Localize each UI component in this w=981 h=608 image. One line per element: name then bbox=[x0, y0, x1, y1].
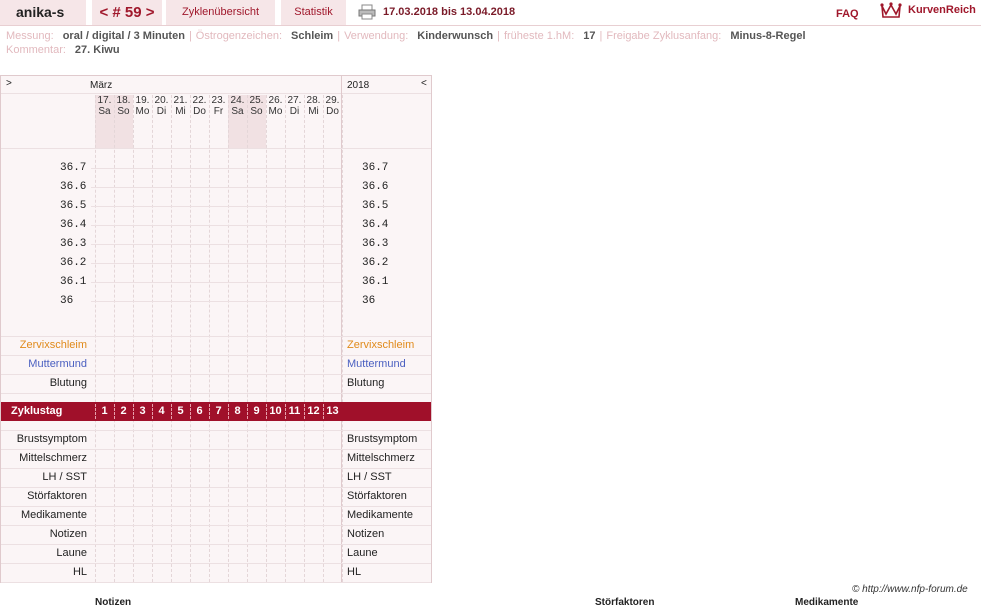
zervix-label-right: Zervixschleim bbox=[347, 339, 415, 351]
temp-label-left: 36.1 bbox=[60, 276, 87, 288]
cycle-day-number[interactable]: 8 bbox=[234, 405, 241, 417]
grid-line bbox=[1, 393, 431, 394]
cycle-day-separator bbox=[304, 404, 305, 419]
cycle-day-number[interactable]: 9 bbox=[253, 405, 260, 417]
grid-line bbox=[1, 544, 431, 545]
cycle-day-separator bbox=[114, 404, 115, 419]
kommentar-value: 27. Kiwu bbox=[74, 44, 120, 56]
day-header[interactable] bbox=[114, 95, 133, 148]
cycle-day-separator bbox=[171, 404, 172, 419]
day-header[interactable] bbox=[190, 95, 209, 148]
day-date: 29. bbox=[325, 95, 340, 106]
day-weekday: So bbox=[117, 106, 130, 117]
muttermund-label-right: Muttermund bbox=[347, 358, 406, 370]
cycle-day-separator bbox=[247, 404, 248, 419]
bottom-stoerfaktoren-heading: Störfaktoren bbox=[595, 597, 655, 608]
day-weekday: Sa bbox=[98, 106, 111, 117]
day-weekday: So bbox=[250, 106, 263, 117]
temp-label-right: 36.6 bbox=[362, 181, 389, 193]
top-bar bbox=[0, 0, 981, 26]
zyklustag-label: Zyklustag bbox=[11, 405, 63, 417]
symptom-label-left: Laune bbox=[56, 547, 87, 559]
symptom-label-right: Laune bbox=[347, 547, 378, 559]
temp-grid-line bbox=[91, 187, 341, 188]
cycle-day-separator bbox=[209, 404, 210, 419]
crown-logo-icon[interactable] bbox=[880, 2, 902, 20]
separator: | bbox=[497, 30, 500, 42]
day-weekday: Sa bbox=[231, 106, 244, 117]
temp-grid-line bbox=[91, 244, 341, 245]
cycle-day-separator bbox=[285, 404, 286, 419]
grid-line bbox=[1, 148, 431, 149]
symptom-label-right: Notizen bbox=[347, 528, 385, 540]
grid-line bbox=[1, 336, 431, 337]
logo-text[interactable]: KurvenReich bbox=[908, 4, 976, 16]
day-date: 24. bbox=[230, 95, 245, 106]
hm-label: früheste 1.hM: bbox=[503, 30, 575, 42]
cycle-day-separator bbox=[152, 404, 153, 419]
grid-line bbox=[1, 487, 431, 488]
day-weekday: Di bbox=[289, 106, 300, 117]
printer-icon[interactable] bbox=[358, 4, 376, 20]
day-weekday: Mo bbox=[268, 106, 283, 117]
month-label: März bbox=[90, 80, 113, 91]
cycle-day-number[interactable]: 3 bbox=[139, 405, 146, 417]
kommentar-label: Kommentar: bbox=[6, 44, 66, 56]
symptom-label-right: Brustsymptom bbox=[347, 433, 418, 445]
temp-grid-line bbox=[91, 263, 341, 264]
symptom-label-left: HL bbox=[72, 566, 87, 578]
cycle-day-number[interactable]: 10 bbox=[269, 405, 282, 417]
info-row-2 bbox=[6, 44, 120, 56]
symptom-label-right: Mittelschmerz bbox=[347, 452, 415, 464]
day-date: 18. bbox=[116, 95, 131, 106]
nav-right-button[interactable]: < bbox=[421, 78, 427, 89]
freigabe-value: Minus-8-Regel bbox=[730, 30, 806, 42]
separator: | bbox=[337, 30, 341, 42]
symptom-label-right: Medikamente bbox=[347, 509, 414, 521]
temp-grid-line bbox=[91, 206, 341, 207]
day-weekday: Fr bbox=[213, 106, 224, 117]
grid-line bbox=[1, 525, 431, 526]
freigabe-label: Freigabe Zyklusanfang: bbox=[606, 30, 722, 42]
oestrogen-value: Schleim bbox=[291, 30, 334, 42]
symptom-label-left: Brustsymptom bbox=[16, 433, 87, 445]
cycle-day-separator bbox=[95, 404, 96, 419]
cycle-day-number[interactable]: 1 bbox=[101, 405, 108, 417]
grid-line bbox=[1, 374, 431, 375]
day-header[interactable] bbox=[247, 95, 266, 148]
info-row-1 bbox=[6, 30, 806, 42]
bottom-medikamente-heading: Medikamente bbox=[795, 597, 859, 608]
temp-label-right: 36.1 bbox=[362, 276, 389, 288]
day-header[interactable] bbox=[152, 95, 171, 148]
oestrogen-label: Östrogenzeichen: bbox=[195, 30, 283, 42]
day-date: 28. bbox=[306, 95, 321, 106]
day-header[interactable] bbox=[133, 95, 152, 148]
temp-grid-line bbox=[91, 301, 341, 302]
cycle-day-number[interactable]: 13 bbox=[326, 405, 339, 417]
messung-label: Messung: bbox=[6, 30, 54, 42]
separator: | bbox=[599, 30, 603, 42]
day-date: 23. bbox=[211, 95, 226, 106]
symptom-label-left: Medikamente bbox=[20, 509, 87, 521]
faq-link[interactable]: FAQ bbox=[836, 8, 859, 20]
day-date: 20. bbox=[154, 95, 169, 106]
blutung-label-right: Blutung bbox=[347, 377, 385, 389]
day-header[interactable] bbox=[171, 95, 190, 148]
temp-label-right: 36 bbox=[362, 295, 376, 307]
symptom-label-left: Mittelschmerz bbox=[19, 452, 87, 464]
cycle-day-separator bbox=[190, 404, 191, 419]
temp-label-left: 36.5 bbox=[60, 200, 87, 212]
bottom-notizen-heading: Notizen bbox=[95, 597, 132, 608]
temp-label-left: 36.3 bbox=[60, 238, 87, 250]
day-header[interactable] bbox=[323, 95, 342, 148]
day-date: 27. bbox=[287, 95, 302, 106]
day-header[interactable] bbox=[209, 95, 228, 148]
cycle-chart bbox=[0, 75, 432, 583]
day-date: 21. bbox=[173, 95, 188, 106]
temp-label-right: 36.7 bbox=[362, 162, 389, 174]
year-label: 2018 bbox=[347, 80, 370, 91]
symptom-label-left: LH / SST bbox=[42, 471, 87, 483]
day-header[interactable] bbox=[95, 95, 114, 148]
day-weekday: Do bbox=[193, 106, 206, 117]
grid-line bbox=[1, 582, 431, 583]
cycle-day-separator bbox=[266, 404, 267, 419]
symptom-label-left: Störfaktoren bbox=[27, 490, 87, 502]
temp-grid-line bbox=[91, 282, 341, 283]
separator: | bbox=[188, 30, 192, 42]
verwendung-label: Verwendung: bbox=[344, 30, 409, 42]
day-date: 19. bbox=[135, 95, 150, 106]
temp-label-left: 36.7 bbox=[60, 162, 87, 174]
zervix-label-left: Zervixschleim bbox=[19, 339, 87, 351]
cycle-day-number[interactable]: 5 bbox=[177, 405, 184, 417]
temp-label-left: 36.4 bbox=[60, 219, 87, 231]
day-date: 25. bbox=[249, 95, 264, 106]
tab-cycle-overview[interactable]: Zyklenübersicht bbox=[166, 0, 275, 25]
day-weekday: Mi bbox=[175, 106, 186, 117]
day-header[interactable] bbox=[304, 95, 323, 148]
temp-label-right: 36.5 bbox=[362, 200, 389, 212]
symptom-label-right: Störfaktoren bbox=[347, 490, 407, 502]
temp-grid-line bbox=[91, 168, 341, 169]
symptom-label-left: Notizen bbox=[49, 528, 87, 540]
nav-left-button[interactable]: > bbox=[6, 78, 12, 89]
day-weekday: Mo bbox=[135, 106, 150, 117]
day-date: 26. bbox=[268, 95, 283, 106]
messung-value: oral / digital / 3 Minuten bbox=[62, 30, 185, 42]
grid-line bbox=[1, 355, 431, 356]
cycle-day-number[interactable]: 7 bbox=[215, 405, 222, 417]
temp-grid-line bbox=[91, 225, 341, 226]
day-header[interactable] bbox=[228, 95, 247, 148]
cycle-period: 17.03.2018 bis 13.04.2018 bbox=[383, 6, 516, 18]
temp-label-left: 36.2 bbox=[60, 257, 87, 269]
tab-statistics[interactable]: Statistik bbox=[281, 0, 346, 25]
grid-line bbox=[1, 93, 431, 94]
temp-label-left: 36.6 bbox=[60, 181, 87, 193]
username-tab[interactable]: anika-s bbox=[0, 0, 86, 25]
cycle-day-number[interactable]: 12 bbox=[307, 405, 320, 417]
temp-label-right: 36.2 bbox=[362, 257, 389, 269]
temp-label-right: 36.4 bbox=[362, 219, 389, 231]
grid-line bbox=[1, 506, 431, 507]
muttermund-label-left: Muttermund bbox=[28, 358, 87, 370]
day-header[interactable] bbox=[285, 95, 304, 148]
day-date: 22. bbox=[192, 95, 207, 106]
grid-line bbox=[1, 468, 431, 469]
day-weekday: Di bbox=[156, 106, 167, 117]
day-date: 17. bbox=[97, 95, 112, 106]
cycle-day-number[interactable]: 4 bbox=[158, 405, 165, 417]
temp-label-left: 36 bbox=[60, 295, 74, 307]
cycle-day-number[interactable]: 6 bbox=[196, 405, 203, 417]
copyright-footer: © http://www.nfp-forum.de bbox=[852, 584, 968, 595]
grid-line bbox=[1, 430, 431, 431]
symptom-label-right: HL bbox=[347, 566, 362, 578]
symptom-label-right: LH / SST bbox=[347, 471, 392, 483]
day-weekday: Do bbox=[326, 106, 339, 117]
day-weekday: Mi bbox=[308, 106, 319, 117]
verwendung-value: Kinderwunsch bbox=[417, 30, 494, 42]
cycle-day-separator bbox=[323, 404, 324, 419]
day-header[interactable] bbox=[266, 95, 285, 148]
cycle-day-separator bbox=[133, 404, 134, 419]
cycle-day-number[interactable]: 11 bbox=[288, 405, 301, 417]
hm-value: 17 bbox=[583, 30, 596, 42]
grid-line bbox=[1, 563, 431, 564]
cycle-day-number[interactable]: 2 bbox=[120, 405, 127, 417]
blutung-label-left: Blutung bbox=[49, 377, 87, 389]
cycle-navigator[interactable]: < # 59 > bbox=[92, 0, 162, 25]
grid-line bbox=[1, 449, 431, 450]
cycle-day-separator bbox=[228, 404, 229, 419]
temp-label-right: 36.3 bbox=[362, 238, 389, 250]
day-column-line bbox=[342, 95, 343, 582]
